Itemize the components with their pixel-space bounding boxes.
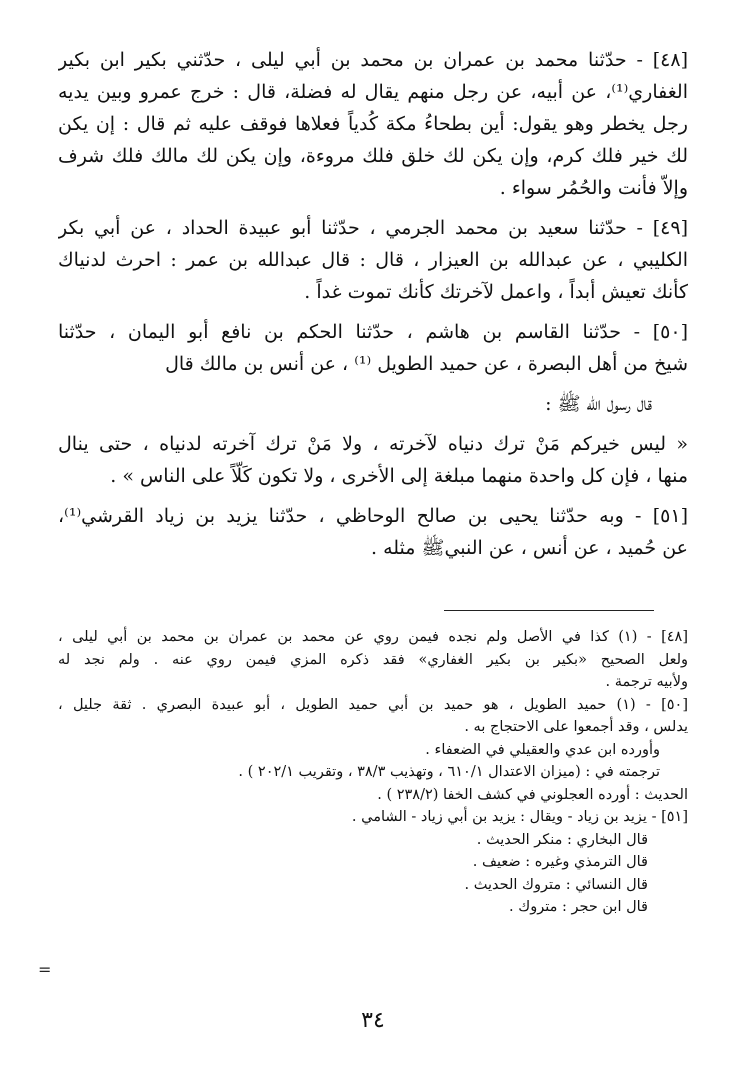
text-line: قال رسول الله ﷺ : [545, 393, 652, 415]
hadith-50 [58, 316, 688, 380]
text-line: [٤٨] - حدّثنا محمد بن عمران بن محمد بن أبي ليلى ، حدّثني بكير ابن بكير [58, 49, 688, 71]
footnotes [58, 626, 688, 919]
margin-mark: = [38, 960, 52, 979]
main-text [58, 44, 688, 572]
footnote-line: يدلس ، وقد أجمعوا على الاحتجاج به . [464, 719, 688, 735]
text-line: [٥١] - وبه حدّثنا يحيى بن صالح الوحاظي ، حدّثنا يزيد بن زياد القرشي⁽¹⁾، [58, 505, 688, 527]
footnote-line: [٥٠] - (١) حميد الطويل ، هو حميد بن أبي حميد الطويل ، أبو عبيدة البصري . ثقة جليل ، [58, 696, 688, 713]
text-line: الغفاري⁽¹⁾، عن أبيه، عن رجل منهم يقال له فضلة، قال : خرج عمرو وبين يديه [58, 81, 688, 103]
text-line: [٤٩] - حدّثنا سعيد بن محمد الجرمي ، حدّثنا أبو عبيدة الحداد ، عن أبي بكر [58, 217, 688, 239]
footnote-line: قال ابن حجر : متروك . [509, 899, 648, 915]
footnote-line: الحديث : أورده العجلوني في كشف الخفا (٢٣٨/٢ ) . [377, 786, 688, 803]
footnote-line: [٤٨] - (١) كذا في الأصل ولم نجده فيمن روي عن محمد بن عمران بن محمد بن أبي ليلى ، [58, 629, 688, 645]
text-line: « ليس خيركم مَنْ ترك دنياه لآخرته ، ولا مَنْ ترك آخرته لدنياه ، حتى ينال [58, 433, 688, 455]
hadith-50-intro [58, 388, 688, 420]
text-line: لك خير فلك كرم، وإن يكن لك خلق فلك مروءة، وإن يكن لك مالك فلك شرف [58, 145, 688, 167]
footnote-line: ولعل الصحيح «بكير بن بكير الغفاري» فقد ذكره المزي فيمن روي عنه . ولم نجد له [58, 651, 688, 668]
text-line: شيخ من أهل البصرة ، عن حميد الطويل ⁽¹⁾ ، عن أنس بن مالك قال [165, 353, 688, 375]
text-line: رجل يخطر وهو يقول: أين بطحاءُ مكة كُدياً فعلاها فوقف عليه ثم قال : إن يكن [58, 113, 688, 135]
hadith-48 [58, 44, 688, 204]
footnote-line: ولأبيه ترجمة . [605, 674, 688, 690]
text-line: وإلاّ فأنت والحُمُر سواء . [499, 177, 688, 199]
footnote-separator [444, 610, 654, 611]
footnote-line: قال البخاري : منكر الحديث . [476, 831, 648, 848]
footnote-line: وأورده ابن عدي والعقيلي في الضعفاء . [425, 741, 660, 758]
footnote-line: قال الترمذي وغيره : ضعيف . [472, 854, 648, 870]
text-line: منها ، فإن كل واحدة منهما مبلغة إلى الأخرى ، ولا تكون كَلّاً على الناس » . [110, 465, 688, 487]
text-line: [٥٠] - حدّثنا القاسم بن هاشم ، حدّثنا الحكم بن نافع أبو اليمان ، حدّثنا [58, 321, 688, 343]
footnote-line: ترجمته في : (ميزان الاعتدال ٦١٠/١ ، وتهذيب ٣٨/٣ ، وتقريب ٢٠٢/١ ) . [238, 764, 660, 780]
text-line: الكليبي ، عن عبدالله بن العيزار ، قال : قال عبدالله بن عمر : احرث لدنياك [58, 249, 688, 271]
text-line: كأنك تعيش أبداً ، واعمل لآخرتك كأنك تموت غداً . [304, 281, 688, 303]
text-line: عن حُميد ، عن أنس ، عن النبيﷺ مثله . [371, 537, 688, 559]
hadith-49 [58, 212, 688, 308]
hadith-51 [58, 500, 688, 564]
footnote-line: [٥١] - يزيد بن زياد - ويقال : يزيد بن أبي زياد - الشامي . [351, 809, 688, 825]
hadith-50-matn [58, 428, 688, 492]
footnote-line: قال النسائي : متروك الحديث . [464, 876, 648, 893]
page-number: ٣٤ [361, 1008, 385, 1033]
